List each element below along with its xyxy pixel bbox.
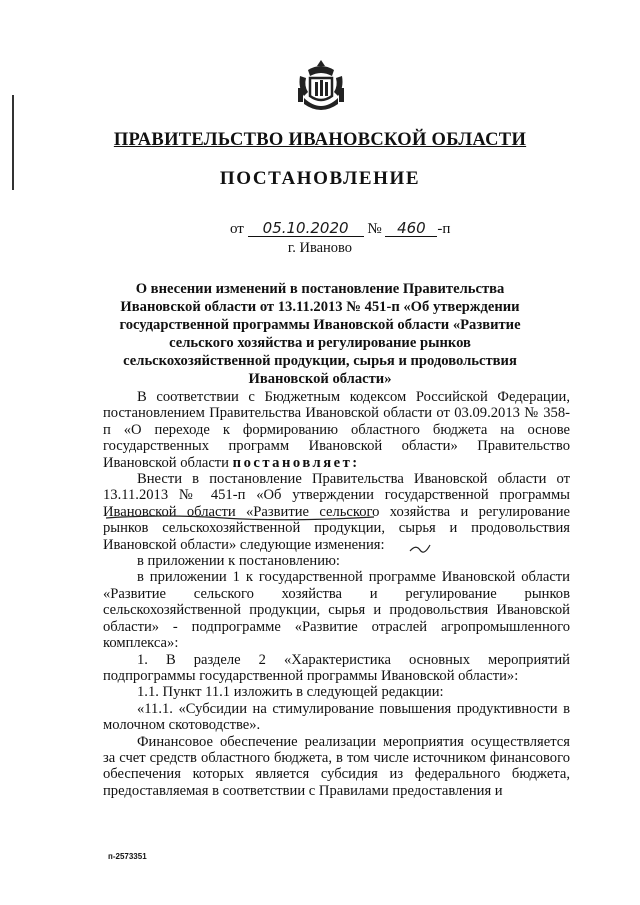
document-type: ПОСТАНОВЛЕНИЕ — [219, 168, 421, 189]
paragraph-amend: Внести в постановление Правительства Ивановской области от 13.11.2013 № 451-п «Об утверждении государственной программы Ивановской области «Развитие сельского хозяйства и регулирование рынков сельскохозяйственной продукции, сырья и продовольствия Ивановской области» следующие изменения: — [103, 471, 570, 553]
document-subject: О внесении изменений в постановление Правительства Ивановской области от 13.11.2013 № 451-п «Об утверждении государственной программы Ивановской области «Развитие сельского хозяйства и регулирование рынков сельскохозяйственной продукции, сырья и продовольствия Ивановской области» — [119, 281, 521, 387]
handwritten-date: 05.10.2020 — [248, 221, 364, 237]
paragraph-appendix-1: в приложении 1 к государственной программе Ивановской области «Развитие сельского хозяйства и регулирование рынков сельскохозяйственной продукции, сырья и продовольствия Ивановской области» - подпрограмме «Развитие отраслей агропромышленного комплекса»: — [103, 569, 570, 652]
paragraph-section-2: 1. В разделе 2 «Характеристика основных мероприятий подпрограммы государственной программы Ивановской области»: — [103, 651, 570, 684]
government-title: ПРАВИТЕЛЬСТВО ИВАНОВСКОЙ ОБЛАСТИ — [113, 130, 527, 150]
pen-strike-mark — [104, 512, 384, 522]
document-code: п-2573351 — [108, 852, 147, 861]
paragraph-basis — [103, 389, 570, 471]
handwritten-number: 460 — [385, 221, 437, 237]
paragraph-basis-text: В соответствии с Бюджетным кодексом Российской Федерации, постановлением Правительства Ивановской области от 03.09.2013 № 358-п «О переходе к формированию областного бюджета на основе государственных программ Ивановской области» Правительство Ивановской области — [103, 389, 570, 471]
resolves-keyword: постановляет: — [232, 454, 360, 471]
document-body — [103, 389, 570, 799]
date-number-line — [230, 221, 450, 238]
number-sign: № — [367, 221, 382, 237]
paragraph-financing: Финансовое обеспечение реализации мероприятия осуществляется за счет средств областного бюджета, в том числе источником финансового обеспечения которых является субсидия из федерального бюджета, предоставляемая в соответствии с Правилами предоставления и — [103, 733, 570, 799]
date-prefix: от — [230, 221, 244, 237]
number-suffix: -п — [437, 221, 451, 237]
paragraph-item-1-1: 1.1. Пункт 11.1 изложить в следующей редакции: — [137, 684, 444, 701]
pen-scribble-mark — [408, 542, 432, 554]
paragraph-item-11-1: «11.1. «Субсидии на стимулирование повышения продуктивности в молочном скотоводстве». — [103, 700, 570, 734]
city: г. Иваново — [287, 240, 353, 256]
regional-coat-of-arms-icon — [294, 58, 348, 116]
paragraph-appendix: в приложении к постановлению: — [137, 553, 340, 570]
